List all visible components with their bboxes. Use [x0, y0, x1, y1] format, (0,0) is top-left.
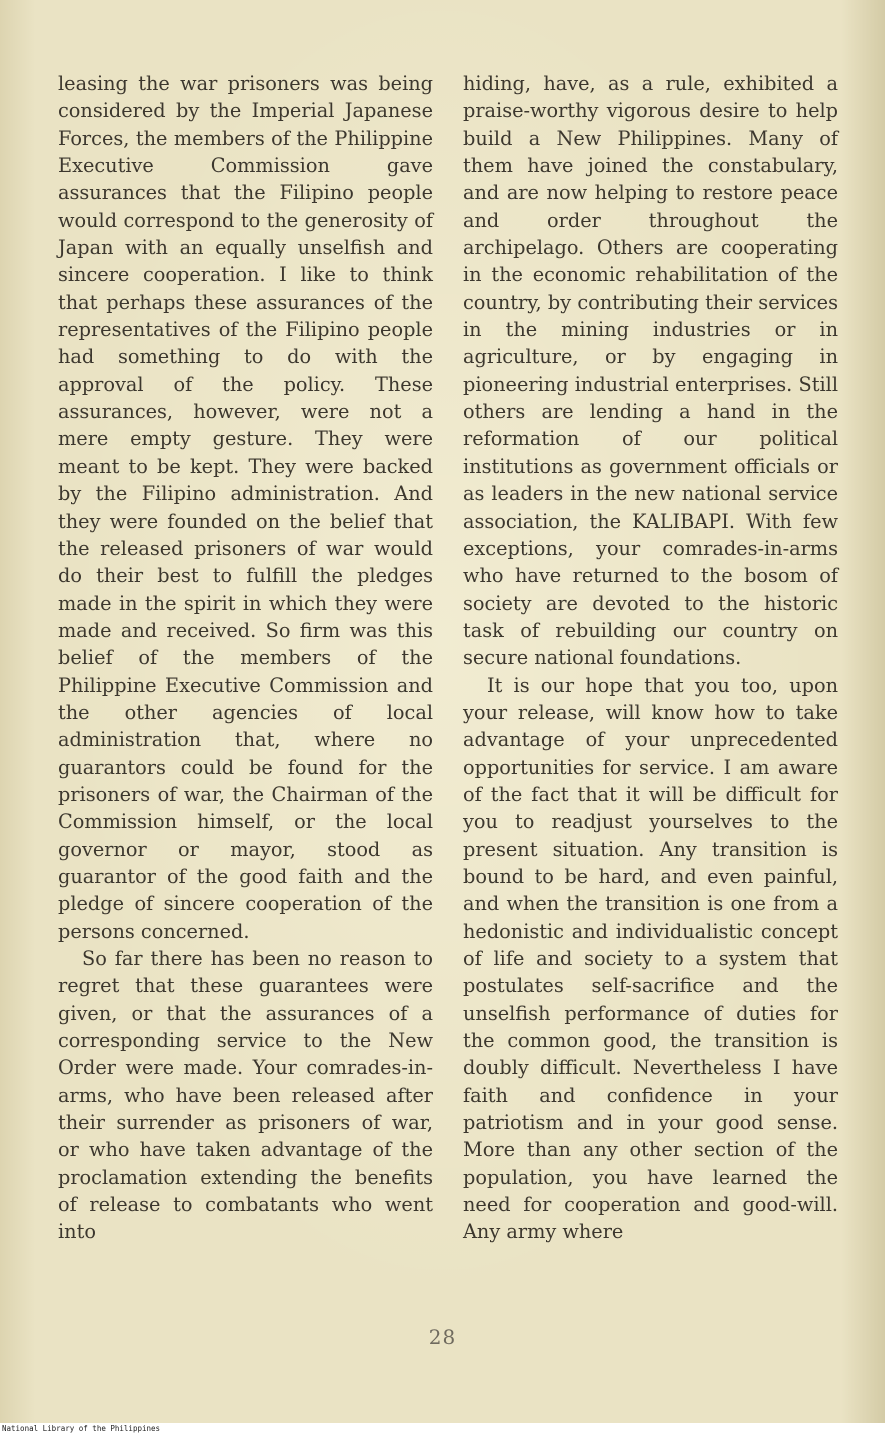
left-paragraph-1: leasing the war prisoners was being considered by the Imperial Japanese Forces, the members of the Philippine Executive Commission gave assurances that the Filipino people would correspond to the generosity of Japan with an equally unselfish and sincere cooperation. I like to think that perhaps these assurances of the representatives of the Filipino people had something to do with the approval of the policy. These assurances, however, were not a mere empty gesture. They were meant to be kept. They were backed by the Filipino administration. And they were founded on the belief that the released prisoners of war would do their best to fulfill the pledges made in the spirit in which they were made and received. So firm was this belief of the members of the Philippine Executive Commission and the other agencies of local administration that, where no guarantors could be found for the prisoners of war, the Chairman of the Commission himself, or the local governor or mayor, stood as guarantor of the good faith and the pledge of sincere cooperation of the persons concerned. [58, 72, 433, 943]
library-credit: National Library of the Philippines [2, 1424, 161, 1433]
right-paragraph-1: hiding, have, as a rule, exhibited a praise-worthy vigorous desire to help build a New Philippines. Many of them have joined the constabulary, and are now helping to restore peace and order throughout the archipelago. Others are cooperating in the economic rehabilitation of the country, by contributing their services in the mining industries or in agriculture, or by engaging in pioneering industrial enterprises. Still others are lending a hand in the reformation of our political institutions as government officials or as leaders in the new national service association, the KALIBAPI. With few exceptions, your comrades-in-arms who have returned to the bosom of society are devoted to the historic task of rebuilding our country on secure national foundations. [463, 72, 838, 670]
right-text-column [463, 70, 838, 1246]
left-paragraph-2: So far there has been no reason to regret that these guarantees were given, or that the assurances of a corresponding service to the New Order were made. Your comrades-in-arms, who have been released after their surrender as prisoners of war, or who have taken advantage of the proclamation extending the benefits of release to combatants who went into [58, 947, 433, 1244]
page-number: 28 [428, 1325, 457, 1349]
right-paragraph-2: It is our hope that you too, upon your release, will know how to take advantage of your unprecedented opportunities for service. I am aware of the fact that it will be difficult for you to readjust yourselves to the present situation. Any transition is bound to be hard, and even painful, and when the transition is one from a hedonistic and individualistic concept of life and society to a system that postulates self-sacrifice and the unselfish performance of duties for the common good, the transition is doubly difficult. Nevertheless I have faith and confidence in your patriotism and in your good sense. More than any other section of the population, you have learned the need for cooperation and good-will. Any army where [463, 673, 838, 1244]
left-text-column [58, 70, 433, 1246]
